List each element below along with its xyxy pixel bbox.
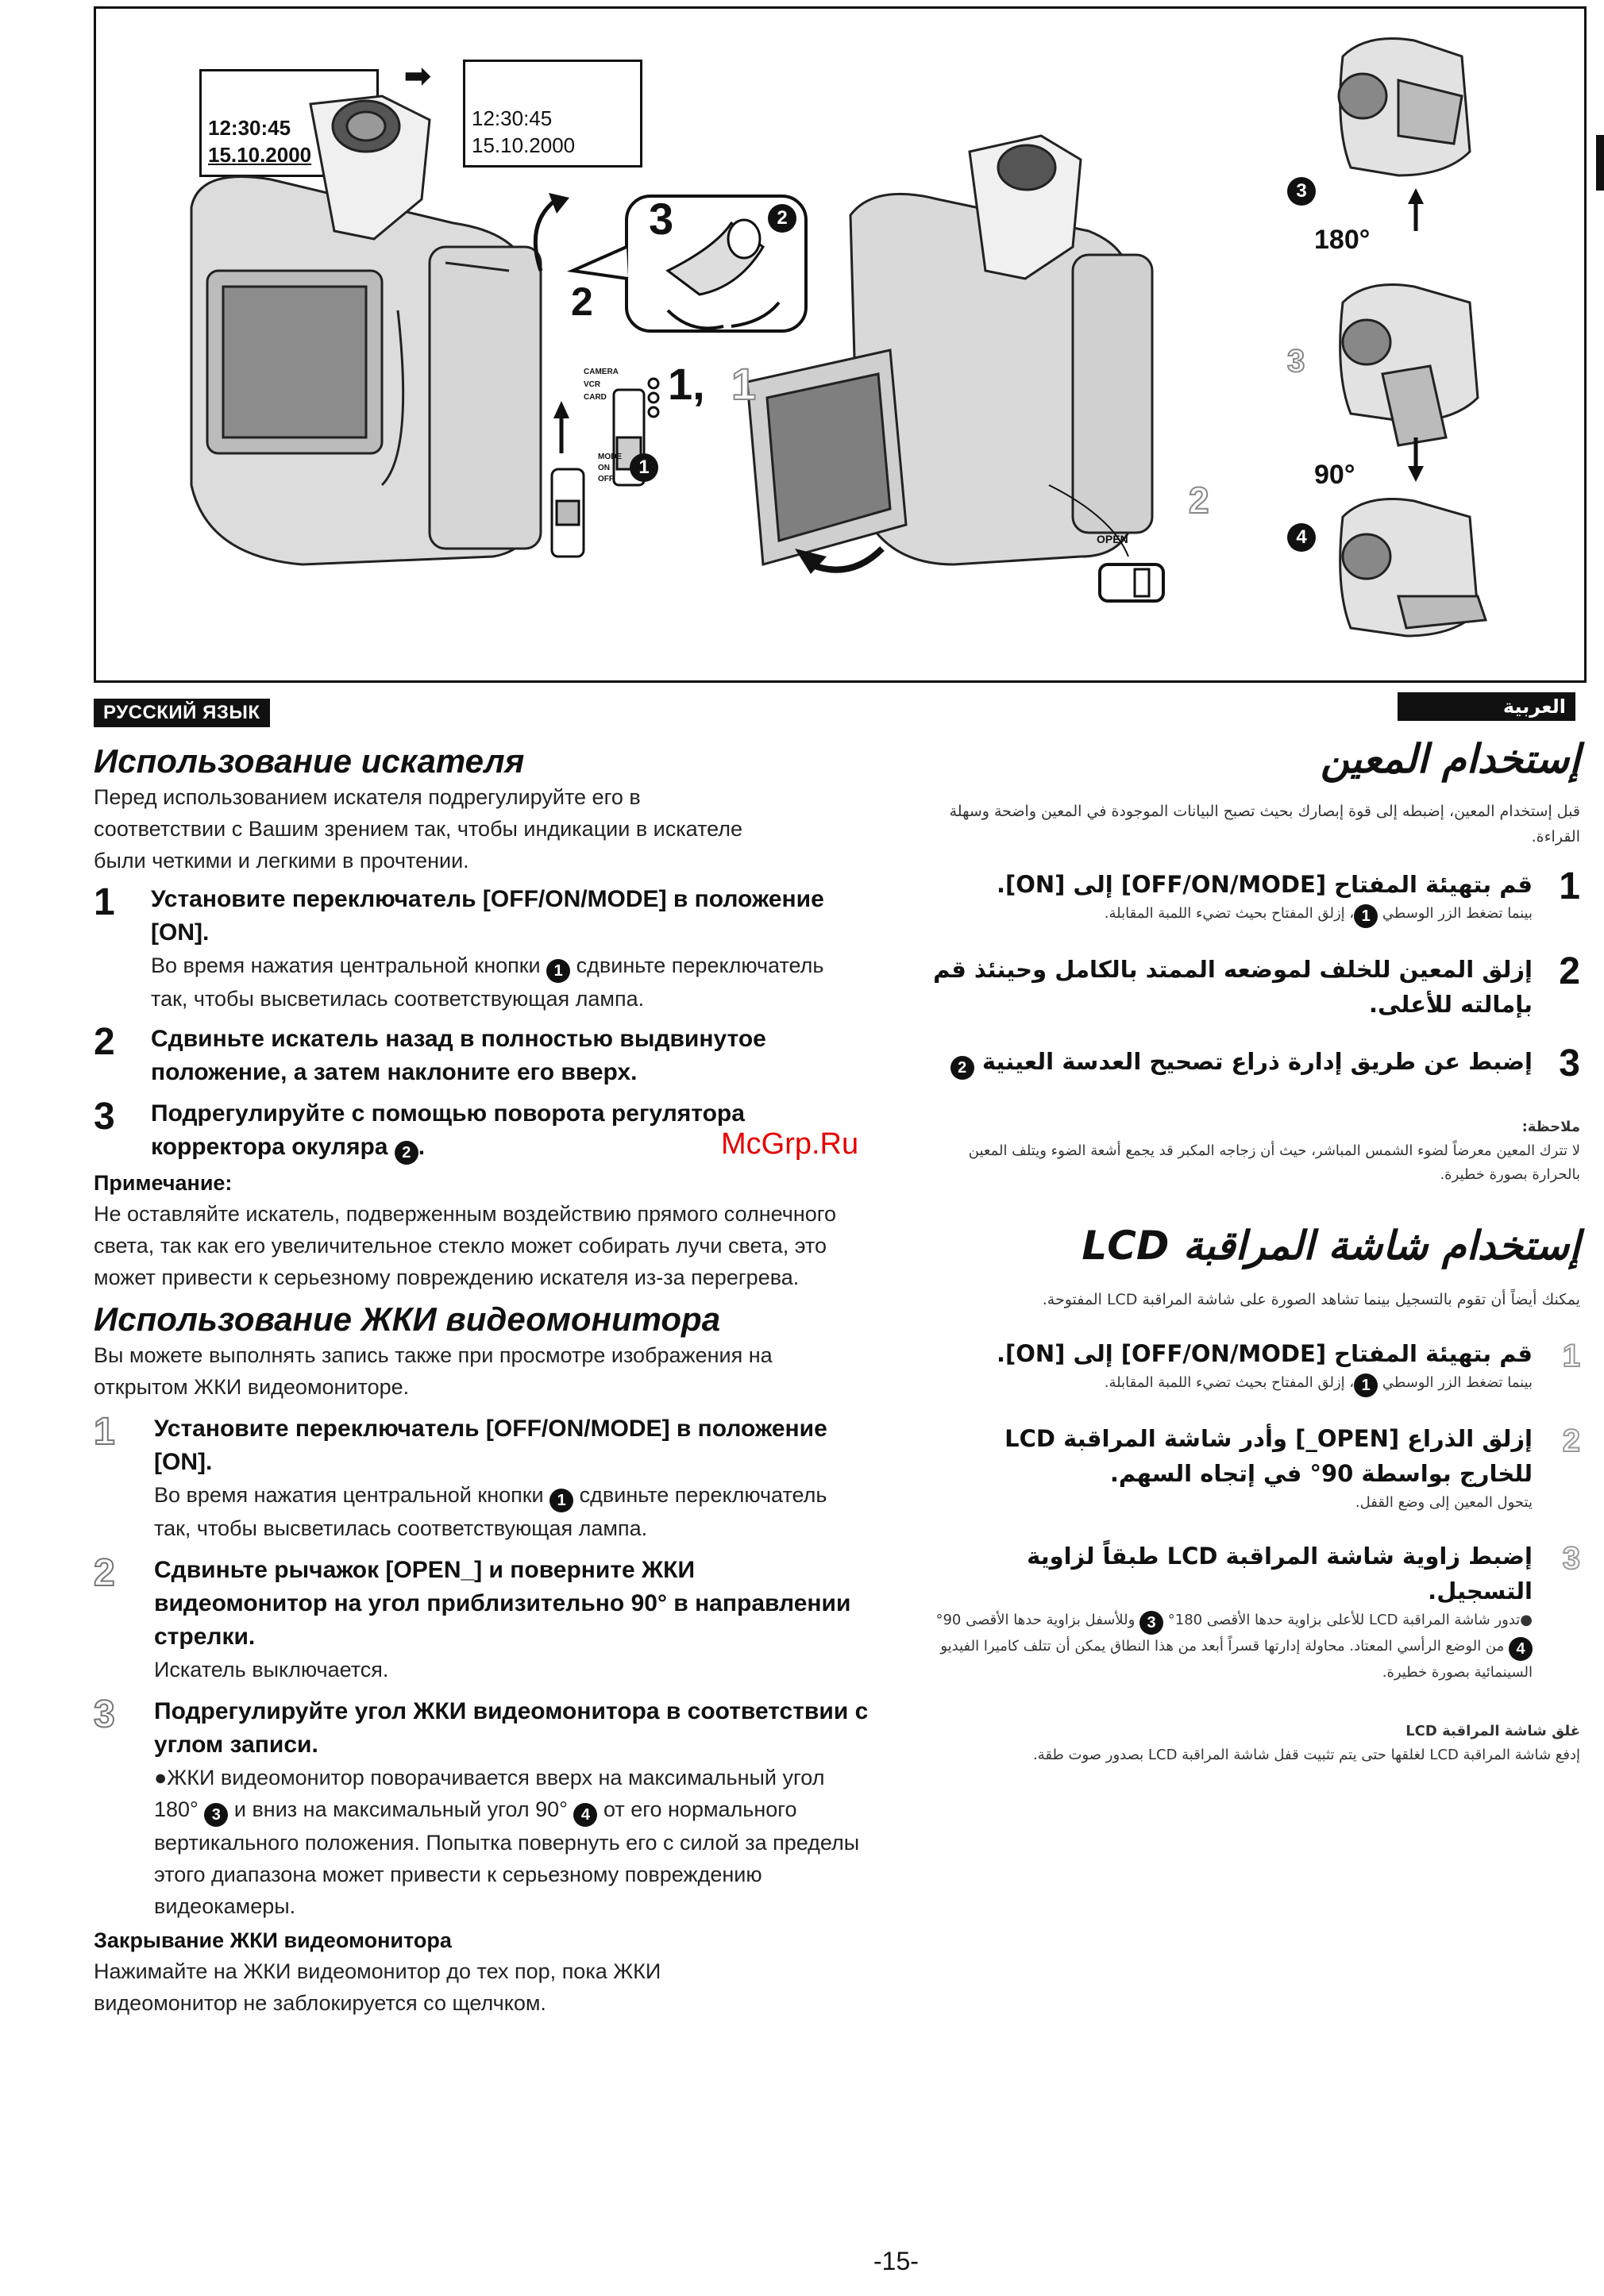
ru-s1-step-2-num: 2 (94, 1021, 115, 1063)
figure-marker-4: 4 (1287, 523, 1316, 552)
ar-s1-step-2 (929, 952, 1580, 1022)
mode-switch-positions (598, 452, 622, 485)
ru-s2-step-1-body-a: Во время нажатия центральной кнопки (154, 1483, 550, 1507)
ru-section2-intro: Вы можете выполнять запись также при просмотре изображения на открытом ЖКИ видеомониторе. (94, 1343, 773, 1399)
ar-s1-step-3-marker: 2 (950, 1056, 974, 1080)
ru-s2-closing: Нажимайте на ЖКИ видеомонитор до тех пор, пока ЖКИ видеомонитор не заблокируется со щелчком. (94, 1959, 661, 2015)
ru-s1-step-3-head-a: Подрегулируйте с помощью поворота регулятора корректора окуляра (151, 1100, 745, 1160)
ar-language-badge: العربية (1398, 692, 1575, 721)
ar-section2-intro: يمكنك أيضاً أن تقوم بالتسجيل بينما تشاهد الصورة على شاشة المراقبة LCD المفتوحة. (1042, 1291, 1580, 1308)
ru-s2-step-1-body (154, 1479, 869, 1544)
ru-section1-title: Использование искателя (94, 742, 525, 780)
ar-s1-note: لا تترك المعين معرضاً لضوء الشمس المباشر، حيث أن زجاجه المكبر قد يجمع أشعة الضوء ويتلف المعين بالحرارة بصورة خطيرة. (968, 1142, 1580, 1183)
ar-s1-step-1-head: قم بتهيئة المفتاح [OFF/ON/MODE] إلى [ON]. (996, 871, 1533, 898)
ar-s2-step-3-marker-b: 4 (1509, 1637, 1533, 1661)
camcorder-lcd-illustration (747, 136, 1152, 564)
ru-s2-step-2 (94, 1554, 888, 1685)
display-after-date: 15.10.2000 (472, 133, 576, 157)
ar-section2-title: إستخدام شاشة المراقبة LCD (1082, 1223, 1580, 1269)
camcorder-viewfinder-illustration (191, 96, 541, 564)
open-step-label: 2 (1189, 480, 1209, 521)
mode-switch-labels (584, 366, 619, 404)
ar-s1-step-2-num: 2 (1559, 950, 1580, 992)
ru-s2-step-2-num: 2 (94, 1552, 115, 1594)
ru-s2-step-1-body-b: сдвиньте переключатель так, чтобы высветилась соответствующая лампа. (154, 1483, 827, 1540)
ar-s2-step-1-sub-a: بينما تضغط الزر الوسطي (1378, 1374, 1533, 1391)
ar-s2-closing-label: غلق شاشة المراقبة LCD (1405, 1723, 1580, 1739)
callout-step-3: 3 (649, 194, 674, 244)
ru-s2-closing-label: Закрывание ЖКИ видеомонитора (94, 1928, 452, 1952)
ru-s2-step-1 (94, 1412, 888, 1544)
ru-s2-step-1-head: Установите переключатель [OFF/ON/MODE] в положение [ON]. (154, 1416, 827, 1475)
ru-section2-title: Использование ЖКИ видеомонитора (94, 1300, 721, 1338)
ar-s1-step-1-sub-a: بينما تضغط الزر الوسطي (1378, 905, 1533, 922)
ru-s1-note: Не оставляйте искатель, подверженным воздействию прямого солнечного света, так как его увеличительное стекло может собирать лучи света, это может привести к серьезному повреждению искателя из-за перегрева. (94, 1202, 837, 1289)
ar-s2-step-3-head: إضبط زاوية شاشة المراقبة LCD طبقاً لزاوية التسجيل. (1027, 1543, 1533, 1605)
ru-s1-step-1-marker: 1 (546, 959, 570, 983)
page-edge-mark (1596, 135, 1604, 191)
ru-s2-step-1-marker: 1 (549, 1489, 573, 1512)
ar-s1-step-3-head (929, 1044, 1533, 1084)
ar-s1-step-1-num: 1 (1559, 865, 1580, 907)
ar-s2-step-1-marker: 1 (1354, 1373, 1378, 1397)
ru-s1-step-1-num: 1 (94, 881, 115, 923)
ru-s2-step-3-marker-a: 3 (204, 1803, 228, 1827)
ar-s1-step-1-marker: 1 (1354, 904, 1378, 928)
ar-s2-step-1-head: قم بتهيئة المفتاح [OFF/ON/MODE] إلى [ON]. (996, 1340, 1533, 1367)
angle-180-label: 180° (1314, 225, 1371, 255)
ru-section1-intro: Перед использованием искателя подрегулируйте его в соответствии с Вашим зрением так, чтобы индикации в искателе были четкими и легкими в прочтении. (94, 785, 743, 873)
step-1-label: 1, (668, 359, 705, 409)
ar-s2-closing: إدفع شاشة المراقبة LCD لغلقها حتى يتم تثبيت قفل شاشة المراقبة LCD بصدور صوت طقة. (1033, 1747, 1580, 1763)
switch-label-camera: CAMERA (584, 368, 619, 376)
ru-section-viewfinder (94, 742, 888, 2019)
ar-s2-step-3-sub (929, 1608, 1533, 1685)
switch-label-card: CARD (584, 393, 607, 402)
ar-s1-step-2-head: إزلق المعين للخلف لموضعه الممتد بالكامل وحينئذ قم بإمالته للأعلى. (933, 956, 1533, 1018)
ar-s2-step-2-head: إزلق الذراع [OPEN_] وأدر شاشة المراقبة LCD للخارج بواسطة 90° في إتجاه السهم. (1004, 1425, 1533, 1487)
ru-s1-step-1-body (151, 950, 866, 1015)
ru-s1-step-3-num: 3 (94, 1096, 115, 1138)
switch-label-mode: MODE (598, 453, 622, 461)
ru-language-badge: РУССКИЙ ЯЗЫК (94, 699, 270, 727)
step-2-label: 2 (571, 279, 593, 324)
ar-section1-title: إستخدام المعين (1321, 736, 1580, 782)
ar-s2-step-3-sub-c: من الوضع الرأسي المعتاد. محاولة إدارتها قسراً أبعد من هذا النطاق يمكن أن تتلف كاميرا الفيديو السينمائية بصورة خطيرة. (940, 1638, 1533, 1681)
ru-s2-step-3-body (154, 1762, 869, 1922)
ru-s2-step-1-num: 1 (94, 1411, 115, 1453)
open-lever-label: OPEN (1097, 533, 1128, 545)
open-lever-illustration (1100, 564, 1163, 601)
ru-s1-step-3-head-b: . (418, 1134, 426, 1160)
callout-marker-2: 2 (768, 204, 796, 233)
ar-s2-step-3-num: 3 (1562, 1541, 1580, 1576)
ru-s2-step-3 (94, 1695, 888, 1922)
display-before-time: 12:30:45 (208, 116, 291, 140)
ru-s1-step-1-body-a: Во время нажатия центральной кнопки (151, 953, 547, 977)
switch-label-off: OFF (598, 475, 614, 483)
ru-s2-step-2-head: Сдвиньте рычажок [OPEN_] и поверните ЖКИ видеомонитор на угол приблизительно 90° в направлении стрелки. (154, 1557, 851, 1650)
ar-s1-step-3-head-text: إضبط عن طريق إدارة ذراع تصحيح العدسة العينية (981, 1048, 1533, 1075)
ar-s2-step-3-marker-a: 3 (1139, 1611, 1163, 1635)
ar-s2-step-3-sub-b: وللأسفل بزاوية حدها الأقصى 90° (935, 1612, 1140, 1628)
switch-label-on: ON (598, 464, 610, 472)
ru-s2-step-3-body-b: и вниз на максимальный угол 90° (228, 1797, 574, 1821)
figure-marker-1: 1 (630, 453, 658, 482)
ar-s2-step-3 (929, 1539, 1580, 1685)
ar-s2-step-1-sub-b: ، إزلق المفتاح بحيث تضيء اللمبة المقابلة. (1104, 1374, 1355, 1391)
figure-marker-3-outline: 3 (1287, 344, 1305, 379)
ar-s1-step-1-sub-b: ، إزلق المفتاح بحيث تضيء اللمبة المقابلة. (1104, 905, 1355, 922)
ru-s1-step-1-body-b: сдвиньте переключатель так, чтобы высветилась соответствующая лампа. (151, 953, 824, 1011)
ru-s2-step-3-body-c: от его нормального вертикального положения. Попытка повернуть его с силой за пределы этого диапазона может привести к серьезному повреждению видеокамеры. (154, 1797, 860, 1918)
ar-s2-step-3-sub-a: ●تدور شاشة المراقبة LCD للأعلى بزاوية حدها الأقصى 180° (1163, 1612, 1533, 1628)
ru-s2-step-2-body: Искатель выключается. (154, 1658, 389, 1682)
lcd-rotate-90-illustration (1340, 499, 1486, 637)
camcorder-illustrations (96, 9, 1584, 680)
lcd-rotate-180-illustration (1339, 39, 1470, 176)
ar-s2-step-2-num: 2 (1562, 1423, 1580, 1458)
ru-s1-note-label: Примечание: (94, 1171, 233, 1195)
ar-s2-step-1 (929, 1336, 1580, 1397)
ar-s2-step-1-num: 1 (1562, 1339, 1580, 1373)
ru-s1-step-3-marker: 2 (395, 1141, 418, 1165)
ar-s1-step-1-sub (929, 902, 1533, 928)
display-before-date: 15.10.2000 (208, 143, 312, 167)
illustration-frame (94, 6, 1587, 683)
lcd-rotate-neutral-illustration (1340, 285, 1478, 446)
page-number: -15- (873, 2247, 919, 2275)
ar-s2-step-2 (929, 1421, 1580, 1515)
watermark: McGrp.Ru (721, 1127, 859, 1161)
ar-s1-step-3 (929, 1044, 1580, 1084)
tilt-arrow-icon (535, 199, 557, 271)
ru-s2-step-3-marker-b: 4 (573, 1803, 597, 1827)
step-1-label-outline: 1 (731, 359, 757, 409)
arrow-right-icon: ➡ (404, 59, 431, 94)
ar-s1-step-3-num: 3 (1559, 1042, 1580, 1084)
ar-section1-intro: قبل إستخدام المعين، إضبطه إلى قوة إبصارك بحيث تصبح البيانات الموجودة في المعين واضحة وسهلة القراءة. (949, 803, 1580, 846)
figure-marker-3: 3 (1287, 177, 1316, 206)
ru-s1-step-1 (94, 883, 888, 1015)
ar-s1-note-label: ملاحظة: (1521, 1119, 1580, 1135)
ar-s2-step-1-sub (929, 1371, 1533, 1397)
ar-section-viewfinder (929, 734, 1580, 1767)
ru-s2-step-3-head: Подрегулируйте угол ЖКИ видеомонитора в соответствии с углом записи. (154, 1698, 869, 1758)
ru-s1-step-1-head: Установите переключатель [OFF/ON/MODE] в положение [ON]. (151, 886, 824, 946)
ar-s2-step-2-sub: يتحول المعين إلى وضع القفل. (1355, 1494, 1533, 1511)
ru-s2-step-3-body-a: ●ЖКИ видеомонитор поворачивается вверх на максимальный угол 180° (154, 1766, 825, 1821)
ar-s1-step-1 (929, 867, 1580, 928)
ru-s1-step-2-head: Сдвиньте искатель назад в полностью выдвинутое положение, а затем наклоните его вверх. (151, 1026, 766, 1085)
ru-s1-step-3-head (151, 1097, 802, 1165)
switch-label-vcr: VCR (584, 380, 601, 389)
ru-s1-step-2 (94, 1023, 888, 1089)
angle-90-label: 90° (1314, 460, 1355, 490)
ru-s2-step-3-num: 3 (94, 1693, 115, 1735)
display-after-time: 12:30:45 (472, 106, 553, 130)
